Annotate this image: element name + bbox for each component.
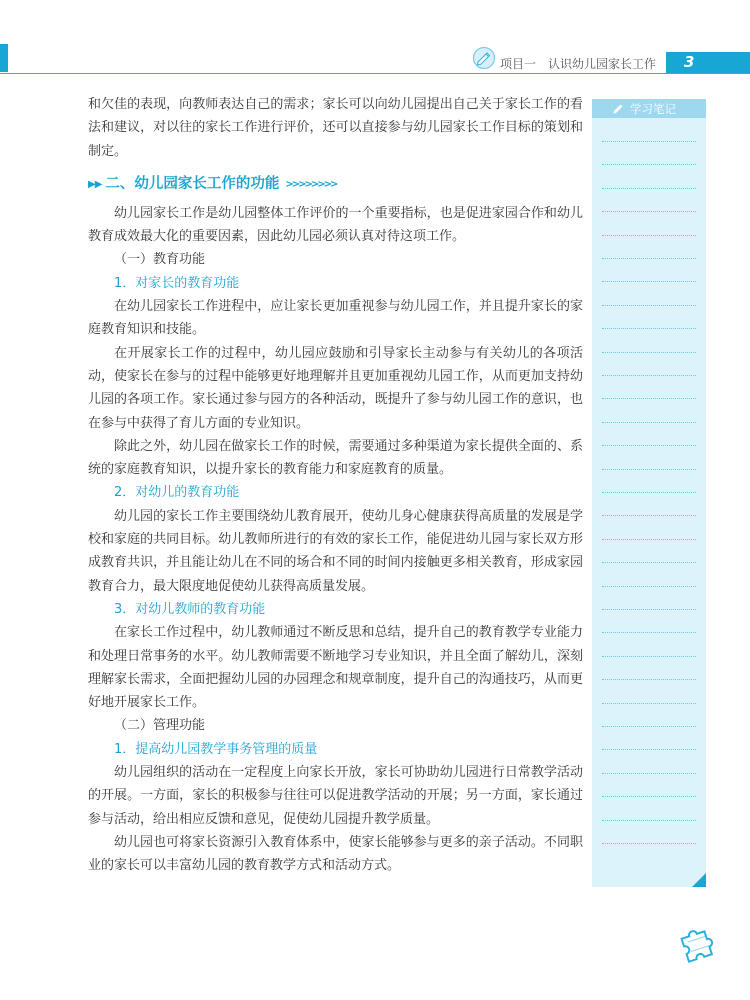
notes-title: 学习笔记 bbox=[630, 102, 676, 116]
paragraph: 幼儿园也可将家长资源引入教育体系中，使家长能够参与更多的亲子活动。不同职业的家长可以丰富幼儿园的教育教学方式和活动方式。 bbox=[88, 834, 583, 874]
item-heading: 2．对幼儿的教育功能 bbox=[114, 485, 240, 501]
left-edge-tab bbox=[0, 44, 8, 72]
paragraph: 幼儿园组织的活动在一定程度上向家长开放，家长可协助幼儿园进行日常教学活动的开展。一方面，家长的积极参与往往可以促进教学活动的开展；另一方面，家长通过参与活动，给出相应反馈和意见，促使幼儿园提升教学质量。 bbox=[88, 765, 583, 827]
note-line bbox=[602, 773, 696, 774]
double-arrow-icon: ▶▶ bbox=[88, 178, 102, 190]
note-line bbox=[602, 375, 696, 376]
note-line bbox=[602, 422, 696, 423]
subsection-heading: （二）管理功能 bbox=[114, 718, 206, 734]
note-line bbox=[602, 726, 696, 727]
study-notes-panel bbox=[592, 99, 706, 887]
note-line bbox=[602, 281, 696, 282]
paragraph-intro: 和欠佳的表现，向教师表达自己的需求；家长可以向幼儿园提出自己关于家长工作的看法和建议，对以往的家长工作进行评价，还可以直接参与幼儿园家长工作目标的策划和制定。 bbox=[88, 97, 583, 159]
notes-corner bbox=[692, 873, 706, 887]
paragraph: 在开展家长工作的过程中，幼儿园应鼓励和引导家长主动参与有关幼儿的各项活动，使家长在参与的过程中能够更好地理解并且更加重视幼儿园工作，从而更加支持幼儿园的各项工作。家长通过参与园方的各种活动，既提升了参与幼儿园工作的意识，也在参与中获得了育儿方面的专业知识。 bbox=[88, 345, 583, 431]
paragraph: 除此之外，幼儿园在做家长工作的时候，需要通过多种渠道为家长提供全面的、系统的家庭教育知识，以提升家长的教育能力和家庭教育的质量。 bbox=[88, 438, 583, 478]
note-line bbox=[602, 211, 696, 212]
page-number: 3 bbox=[684, 53, 695, 71]
header-title: 项目一 认识幼儿园家长工作 bbox=[499, 57, 656, 71]
note-line bbox=[602, 843, 696, 844]
note-line bbox=[602, 328, 696, 329]
note-line bbox=[602, 609, 696, 610]
note-line bbox=[602, 352, 696, 353]
section-heading bbox=[88, 172, 583, 197]
pencil-badge-icon bbox=[472, 46, 496, 70]
note-line bbox=[602, 539, 696, 540]
paragraph: 在幼儿园家长工作进程中，应让家长更加重视参与幼儿园工作，并且提升家长的家庭教育知识和技能。 bbox=[88, 299, 583, 338]
note-line bbox=[602, 703, 696, 704]
note-line bbox=[602, 258, 696, 259]
note-line bbox=[602, 164, 696, 165]
note-line bbox=[602, 141, 696, 142]
note-line bbox=[602, 796, 696, 797]
item-heading: 3．对幼儿教师的教育功能 bbox=[114, 601, 266, 617]
note-line bbox=[602, 820, 696, 821]
main-text-column bbox=[88, 93, 583, 878]
note-line bbox=[602, 188, 696, 189]
page-number-box bbox=[666, 52, 750, 74]
note-line bbox=[602, 656, 696, 657]
note-line bbox=[602, 469, 696, 470]
note-line bbox=[602, 515, 696, 516]
pencil-icon bbox=[612, 103, 624, 115]
subsection-heading: （一）教育功能 bbox=[114, 252, 206, 268]
note-line bbox=[602, 445, 696, 446]
note-line bbox=[602, 586, 696, 587]
paragraph: 幼儿园家长工作是幼儿园整体工作评价的一个重要指标，也是促进家园合作和幼儿教育成效最大化的重要因素，因此幼儿园必须认真对待这项工作。 bbox=[88, 205, 583, 245]
item-heading: 1．提高幼儿园教学事务管理的质量 bbox=[114, 741, 318, 757]
note-line bbox=[602, 679, 696, 680]
chevrons-icon: >>>>>>>> bbox=[285, 178, 337, 190]
note-line bbox=[602, 749, 696, 750]
note-line bbox=[602, 235, 696, 236]
note-line bbox=[602, 305, 696, 306]
note-line bbox=[602, 562, 696, 563]
note-line bbox=[602, 632, 696, 633]
notes-header bbox=[592, 99, 706, 118]
note-line bbox=[602, 492, 696, 493]
puzzle-icon bbox=[676, 920, 720, 964]
header-rule bbox=[0, 73, 750, 74]
paragraph: 在家长工作过程中，幼儿教师通过不断反思和总结，提升自己的教育教学专业能力和处理日常事务的水平。幼儿教师需要不断地学习专业知识，并且全面了解幼儿，深刻理解家长需求，全面把握幼儿园的办园理念和规章制度，提升自己的沟通技巧，从而更好地开展家长工作。 bbox=[88, 625, 583, 711]
section-heading-text: 二、幼儿园家长工作的功能 bbox=[105, 175, 280, 192]
paragraph: 幼儿园的家长工作主要围绕幼儿教育展开，使幼儿身心健康获得高质量的发展是学校和家庭的共同目标。幼儿教师所进行的有效的家长工作，能促进幼儿园与家长双方形成教育共识，并且能让幼儿在不同的场合和不同的时间内接触更多相关教育，形成家园教育合力，最大限度地促使幼儿获得高质量发展。 bbox=[88, 508, 583, 594]
item-heading: 1．对家长的教育功能 bbox=[114, 275, 240, 291]
note-line bbox=[602, 398, 696, 399]
